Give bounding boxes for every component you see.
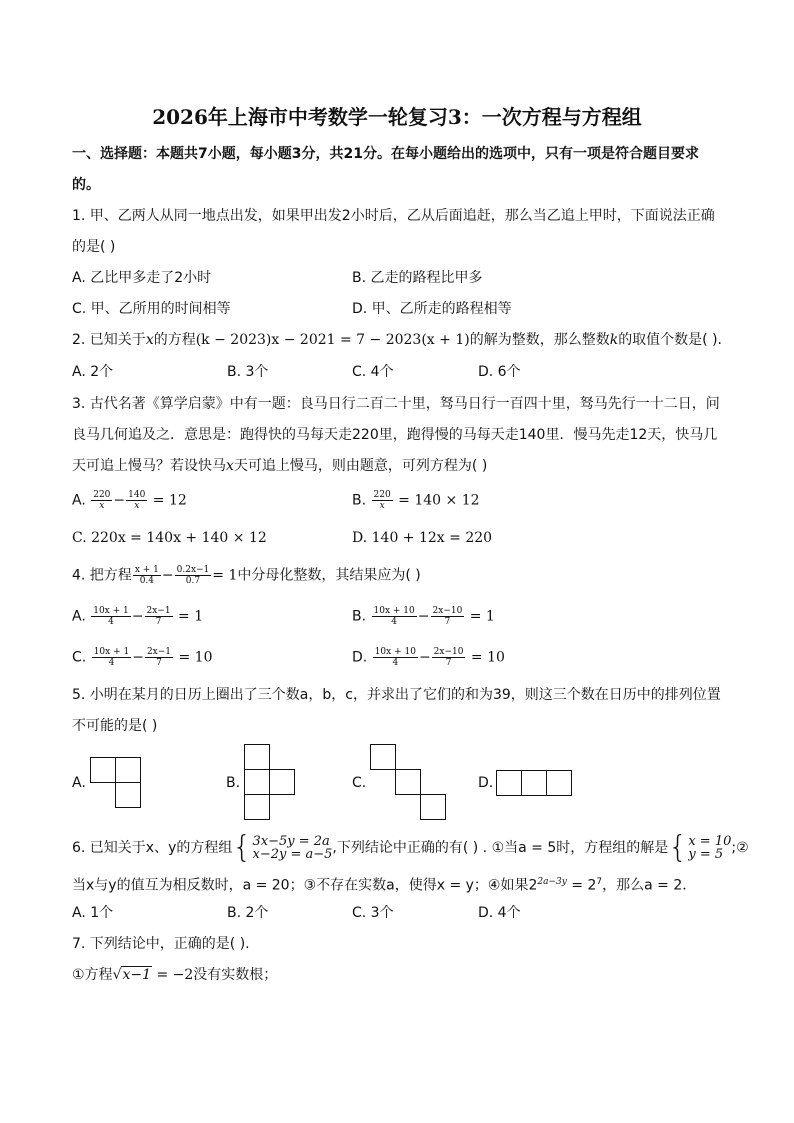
q6-line2-c: ，那么a = 2． bbox=[602, 877, 697, 894]
q7-item-1 bbox=[72, 965, 277, 985]
numerator: 140 bbox=[128, 490, 146, 500]
q5-option-c-label: C. bbox=[352, 775, 367, 791]
calendar-cell bbox=[395, 769, 421, 795]
q3-option-a bbox=[72, 490, 187, 511]
q5-option-d-label: D. bbox=[478, 775, 494, 791]
q3-var-x: x bbox=[226, 458, 234, 474]
q2-equation: (k − 2023)x − 2021 = 7 − 2023(x + 1) bbox=[195, 332, 470, 348]
q4-stem bbox=[72, 565, 421, 586]
q4-option-a-label: A. bbox=[72, 608, 86, 625]
denominator: 7 bbox=[156, 658, 162, 668]
q6-line2-b: = 2 bbox=[566, 877, 597, 894]
denominator: 7 bbox=[155, 617, 162, 627]
q6-end: ;② bbox=[731, 840, 749, 856]
q2-post: 的取值个数是( ). bbox=[618, 332, 723, 348]
q2-option-a: A. 2个 bbox=[72, 364, 114, 380]
q2-pre: 2. 已知关于 bbox=[72, 332, 146, 348]
q2-var-x: x bbox=[145, 332, 154, 348]
numerator: 2x−1 bbox=[146, 606, 171, 616]
q2-option-b: B. 3个 bbox=[227, 364, 269, 380]
q7-item1-pre: ①方程 bbox=[72, 967, 113, 983]
numerator: 10x + 1 bbox=[93, 647, 130, 657]
q2-mid2: 的解为整数，那么整数 bbox=[469, 332, 610, 348]
q1-option-c: C. 甲、乙所用的时间相等 bbox=[72, 301, 231, 317]
calendar-cell bbox=[496, 770, 522, 796]
q3-stem-line3 bbox=[72, 456, 487, 476]
q3-stem-line1: 3. 古代名著《算学启蒙》中有一题：良马日行二百二十里，驽马日行一百四十里，驽马先行一十二日，问 bbox=[72, 396, 720, 412]
fraction bbox=[92, 647, 132, 668]
rhs: = 1 bbox=[469, 608, 495, 625]
denominator: x bbox=[134, 501, 140, 511]
calendar-cell bbox=[244, 769, 270, 795]
equation-system bbox=[232, 830, 333, 865]
q4-option-d-label: D. bbox=[352, 649, 368, 666]
calendar-cell bbox=[244, 794, 270, 820]
fraction bbox=[145, 647, 173, 668]
system-row: y = 5 bbox=[688, 847, 724, 862]
denominator: 0.7 bbox=[185, 576, 201, 586]
numerator: x + 1 bbox=[134, 565, 159, 575]
calendar-cell bbox=[546, 770, 572, 796]
denominator: 4 bbox=[108, 617, 114, 627]
minus-sign: − bbox=[131, 608, 144, 625]
rhs: = 1 bbox=[212, 567, 238, 584]
calendar-cell bbox=[115, 757, 141, 783]
q5-option-b-label: B. bbox=[226, 775, 241, 791]
sqrt-icon: √ bbox=[112, 967, 122, 983]
rhs: = 10 bbox=[178, 649, 213, 666]
rhs: = 12 bbox=[152, 492, 187, 509]
q6-option-d: D. 4个 bbox=[478, 905, 521, 921]
numerator: 10x + 10 bbox=[374, 647, 416, 657]
denominator: 4 bbox=[391, 617, 397, 627]
denominator: 4 bbox=[108, 658, 115, 668]
q3-line3-post: 天可追上慢马，则由题意，可列方程为( ) bbox=[233, 458, 488, 474]
denominator: x bbox=[379, 501, 385, 511]
numerator: 2x−1 bbox=[146, 647, 172, 657]
q3-option-b-label: B. bbox=[352, 492, 367, 509]
calendar-cell bbox=[420, 794, 446, 820]
q5-stem-line1: 5. 小明在某月的日历上圈出了三个数a，b，c，并求出了它们的和为39，则这三个数在日历中的排列位置 bbox=[72, 687, 721, 703]
fraction bbox=[432, 647, 466, 668]
numerator: 10x + 10 bbox=[373, 606, 415, 616]
calendar-cell bbox=[115, 782, 141, 808]
section-heading-line1: 一、选择题：本题共7小题，每小题3分，共21分。在每小题给出的选项中，只有一项是符合题目要求 bbox=[72, 146, 699, 162]
left-brace-icon: { bbox=[232, 830, 252, 865]
exponent: 2a−3y bbox=[537, 877, 567, 887]
q4-option-c bbox=[72, 647, 212, 668]
fraction bbox=[91, 606, 131, 627]
minus-sign: − bbox=[132, 649, 144, 666]
q2-mid: 的方程 bbox=[153, 332, 196, 348]
q4-option-a bbox=[72, 606, 203, 627]
q1-stem-line2: 的是( ) bbox=[72, 239, 116, 255]
minus-sign: − bbox=[161, 567, 174, 584]
fraction bbox=[145, 606, 173, 627]
q4-post: 中分母化整数，其结果应为( ) bbox=[237, 567, 421, 584]
numerator: 0.2x−1 bbox=[176, 565, 210, 575]
rhs: = 140 × 12 bbox=[398, 492, 480, 509]
q6-line2-a: 当x与y的值互为相反数时，a = 20；③不存在实数a，使得x = y；④如果2 bbox=[72, 877, 538, 894]
denominator: 0.4 bbox=[139, 576, 155, 586]
radicand: x−1 bbox=[122, 967, 152, 983]
q3-option-d: D. 140 + 12x = 220 bbox=[352, 530, 493, 546]
fraction bbox=[126, 490, 147, 511]
q6-stem-line2 bbox=[72, 872, 696, 896]
calendar-cell bbox=[521, 770, 547, 796]
exponent: 7 bbox=[596, 877, 603, 887]
page-title: 2026年上海市中考数学一轮复习3：一次方程与方程组 bbox=[152, 105, 642, 129]
left-brace-icon: { bbox=[668, 830, 688, 865]
calendar-cell bbox=[269, 769, 295, 795]
fraction bbox=[91, 490, 112, 511]
system-row: x = 10 bbox=[688, 834, 732, 849]
minus-sign: − bbox=[418, 649, 431, 666]
numerator: 10x + 1 bbox=[93, 606, 129, 616]
q2-option-c: C. 4个 bbox=[352, 364, 394, 380]
denominator: x bbox=[99, 501, 105, 511]
numerator: 2x−10 bbox=[433, 647, 464, 657]
q5-stem-line2: 不可能的是( ) bbox=[72, 718, 158, 734]
fraction bbox=[175, 565, 212, 586]
q4-pre: 4. 把方程 bbox=[72, 567, 132, 584]
calendar-cell bbox=[244, 744, 270, 770]
fraction bbox=[373, 647, 418, 668]
system-row: 3x−5y = 2a bbox=[252, 834, 330, 849]
fraction bbox=[372, 490, 393, 511]
q1-option-b: B. 乙走的路程比甲多 bbox=[352, 270, 483, 286]
q4-option-c-label: C. bbox=[72, 649, 87, 666]
fraction bbox=[372, 606, 417, 627]
numerator: 2x−10 bbox=[432, 606, 463, 616]
q3-option-b bbox=[352, 490, 480, 511]
fraction bbox=[431, 606, 465, 627]
q4-option-b bbox=[352, 606, 495, 627]
rhs: = 1 bbox=[178, 608, 204, 625]
q5-option-a-label: A. bbox=[72, 775, 86, 791]
q3-stem-line2: 良马几何追及之．意思是：跑得快的马每天走220里，跑得慢的马每天走140里．慢马先走12天，快马几 bbox=[72, 427, 718, 443]
q6-mid: ,下列结论中正确的有( ) . ①当a = 5时，方程组的解是 bbox=[332, 840, 669, 856]
q3-option-a-label: A. bbox=[72, 492, 86, 509]
calendar-cell bbox=[90, 757, 116, 783]
numerator: 220 bbox=[373, 490, 391, 500]
rhs: = 10 bbox=[470, 649, 505, 666]
fraction bbox=[133, 565, 161, 586]
denominator: 4 bbox=[392, 658, 399, 668]
q7-item1-post: = −2没有实数根； bbox=[152, 967, 278, 983]
calendar-cell bbox=[370, 744, 396, 770]
q7-stem-line1: 7. 下列结论中，正确的是( ). bbox=[72, 936, 250, 952]
q6-option-b: B. 2个 bbox=[227, 905, 269, 921]
denominator: 7 bbox=[444, 617, 451, 627]
section-heading-line2: 的。 bbox=[72, 177, 100, 193]
q6-stem-line1 bbox=[72, 830, 749, 865]
minus-sign: − bbox=[417, 608, 430, 625]
q2-var-k: k bbox=[609, 332, 619, 348]
q6-option-a: A. 1个 bbox=[72, 905, 114, 921]
q3-line3-pre: 天可追上慢马？若设快马 bbox=[72, 458, 226, 474]
q1-option-a: A. 乙比甲多走了2小时 bbox=[72, 270, 212, 286]
q2-option-d: D. 6个 bbox=[478, 364, 521, 380]
numerator: 220 bbox=[93, 490, 111, 500]
solution-system bbox=[668, 830, 732, 865]
q4-option-b-label: B. bbox=[352, 608, 367, 625]
system-row: x−2y = a−5 bbox=[252, 847, 333, 862]
q1-stem-line1: 1. 甲、乙两人从同一地点出发，如果甲出发2小时后，乙从后面追赶，那么当乙追上甲时，下面说法正确 bbox=[72, 208, 715, 224]
q3-option-c: C. 220x = 140x + 140 × 12 bbox=[72, 530, 267, 546]
q6-option-c: C. 3个 bbox=[352, 905, 394, 921]
minus-sign: − bbox=[113, 492, 126, 509]
q4-option-d bbox=[352, 647, 505, 668]
q2-stem bbox=[72, 330, 722, 350]
q6-pre: 6. 已知关于x、y的方程组 bbox=[72, 840, 233, 856]
denominator: 7 bbox=[445, 658, 452, 668]
q1-option-d: D. 甲、乙所走的路程相等 bbox=[352, 301, 512, 317]
